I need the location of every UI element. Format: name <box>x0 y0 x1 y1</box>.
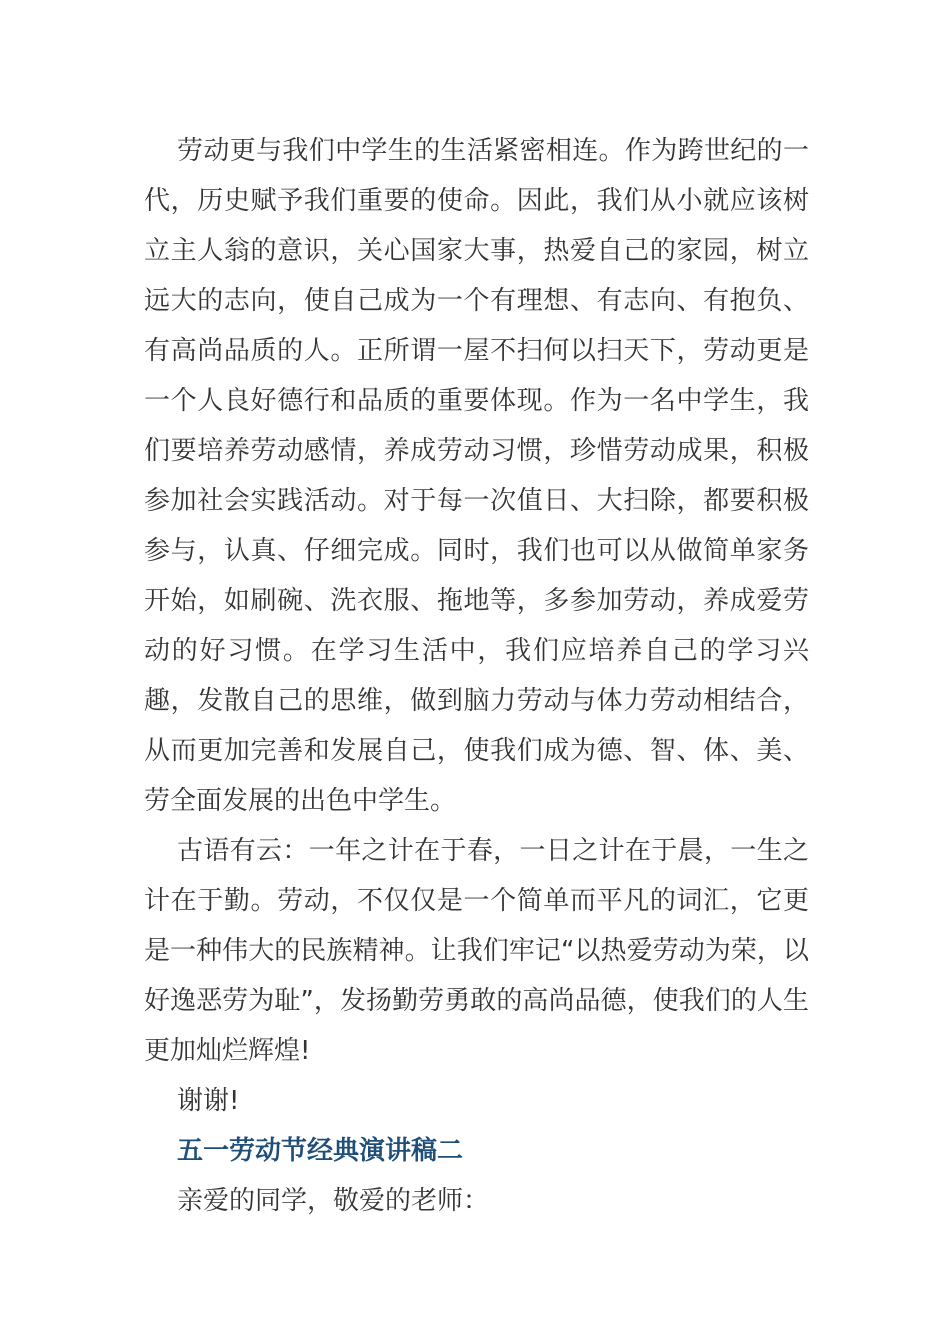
paragraph-ancient-saying: 古语有云：一年之计在于春，一日之计在于晨，一生之计在于勤。劳动，不仅仅是一个简单而平凡的词汇，它更是一种伟大的民族精神。让我们牢记“以热爱劳动为荣，以好逸恶劳为耻”，发扬勤劳勇敢的高尚品德，使我们的人生更加灿烂辉煌! <box>144 836 809 1066</box>
paragraph-labor-and-students: 劳动更与我们中学生的生活紧密相连。作为跨世纪的一代，历史赋予我们重要的使命。因此，我们从小就应该树立主人翁的意识，关心国家大事，热爱自己的家园，树立远大的志向，使自己成为一个有理想、有志向、有抱负、有高尚品质的人。正所谓一屋不扫何以扫天下，劳动更是一个人良好德行和品质的重要体现。作为一名中学生，我们要培养劳动感情，养成劳动习惯，珍惜劳动成果，积极参加社会实践活动。对于每一次值日、大扫除，都要积极参与，认真、仔细完成。同时，我们也可以从做简单家务开始，如刷碗、洗衣服、拖地等，多参加劳动，养成爱劳动的好习惯。在学习生活中，我们应培养自己的学习兴趣，发散自己的思维，做到脑力劳动与体力劳动相结合，从而更加完善和发展自己，使我们成为德、智、体、美、劳全面发展的出色中学生。 <box>144 136 809 816</box>
greeting-line: 亲爱的同学，敬爱的老师： <box>177 1186 490 1216</box>
section-heading: 五一劳动节经典演讲稿二 <box>177 1136 464 1166</box>
paragraph-thanks: 谢谢! <box>177 1086 240 1116</box>
document-body <box>144 126 809 1226</box>
